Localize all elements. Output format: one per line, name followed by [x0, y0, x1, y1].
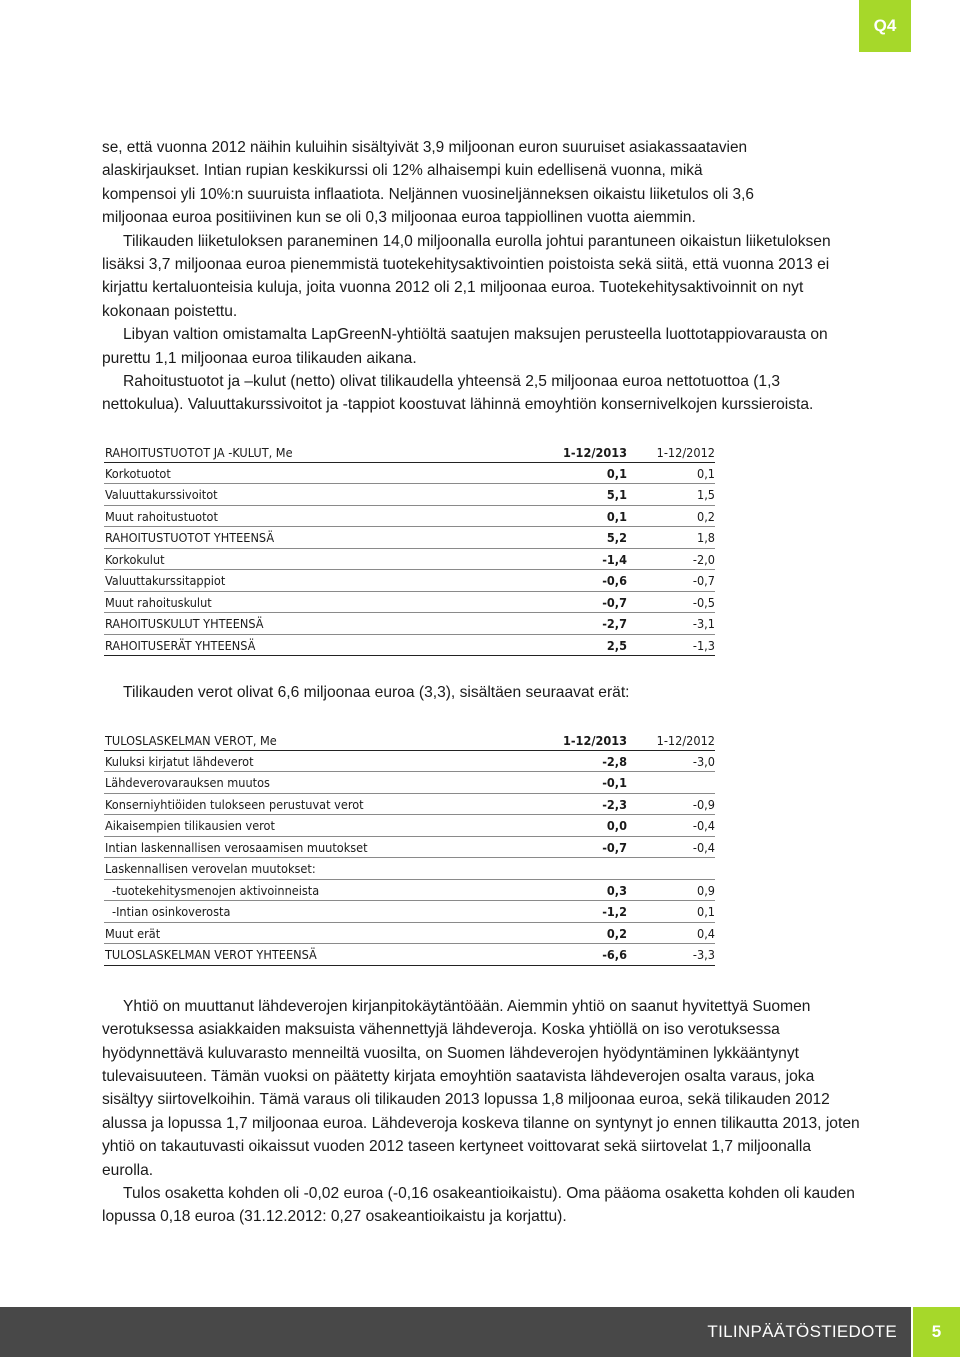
finance-table-row — [104, 570, 715, 592]
tax-table-row — [104, 879, 715, 901]
tax-col-2013: 1-12/2013 — [532, 731, 627, 751]
tax-table-row-label: TULOSLASKELMAN VEROT YHTEENSÄ — [104, 944, 532, 966]
tax-table-row — [104, 836, 715, 858]
tax-table-row — [104, 815, 715, 837]
finance-table-row-value-2013: 2,5 — [532, 634, 627, 656]
tax-col-2012: 1-12/2012 — [627, 731, 715, 751]
finance-table-row-label: RAHOITUSERÄT YHTEENSÄ — [104, 634, 532, 656]
finance-table-row-label: Valuuttakurssitappiot — [104, 570, 532, 592]
finance-table-row-label: RAHOITUSKULUT YHTEENSÄ — [104, 613, 532, 635]
tax-table-row — [104, 922, 715, 944]
finance-col-2013: 1-12/2013 — [532, 443, 627, 463]
finance-table-row-value-2012: 1,8 — [627, 527, 715, 549]
footer-page-number: 5 — [931, 1322, 942, 1341]
finance-table — [104, 443, 715, 657]
tax-table-row — [104, 793, 715, 815]
tax-table-row-value-2012: -3,0 — [627, 750, 715, 772]
intro-line-3: kompensoi yli 10%:n suuruista inflaatiota. Neljännen vuosineljänneksen oikaistu liiketulos oli 3,6 — [102, 185, 754, 203]
tax-table-row-value-2012: 0,4 — [627, 922, 715, 944]
finance-table-row-value-2012: -0,7 — [627, 570, 715, 592]
tax-table-row-label: -tuotekehitysmenojen aktivoinneista — [104, 879, 532, 901]
finance-table-row-value-2013: -1,4 — [532, 548, 627, 570]
tax-table-row-label: -Intian osinkoverosta — [104, 901, 532, 923]
quarter-badge-label: Q4 — [873, 16, 897, 35]
finance-table-row — [104, 484, 715, 506]
tax-table-row-value-2012: -0,4 — [627, 815, 715, 837]
tax-table-row-value-2013: 0,2 — [532, 922, 627, 944]
finance-table-row-value-2013: 5,2 — [532, 527, 627, 549]
tax-table-row-value-2013: -2,3 — [532, 793, 627, 815]
page-content — [102, 136, 862, 1229]
tax-table-row-value-2012: -0,9 — [627, 793, 715, 815]
finance-table-header — [104, 443, 715, 463]
finance-table-row-value-2013: -0,6 — [532, 570, 627, 592]
quarter-badge — [859, 0, 911, 52]
intro-paragraph-2: Tilikauden liiketuloksen paraneminen 14,0 miljoonalla eurolla johtui parantuneen oikaistun liiketuloksen lisäksi 3,7 miljoonaa euroa pienemmistä tuotekehitysaktivointien poistoista sekä siitä, että vuonna 2013 ei kirjattu kertaluonteisia kuluja, joita vuonna 2012 oli 2,1 miljoonaa euroa. Tuotekehitysaktivoinnit on nyt kokonaan poistettu. — [102, 232, 831, 320]
finance-table-row — [104, 548, 715, 570]
tax-table-row-value-2013 — [532, 858, 627, 880]
closing-section — [102, 995, 862, 1229]
tax-table-title: TULOSLASKELMAN VEROT, Me — [104, 731, 532, 751]
closing-paragraph-2: Tulos osaketta kohden oli -0,02 euroa (-0,16 osakeantioikaistu). Oma pääoma osaketta kohden oli kauden lopussa 0,18 euroa (31.12.2012: 0,27 osakeantioikaistu ja korjattu). — [102, 1185, 855, 1226]
tax-table-row-value-2013: -2,8 — [532, 750, 627, 772]
finance-table-row-label: Muut rahoitustuotot — [104, 505, 532, 527]
finance-table-section — [102, 443, 862, 657]
finance-table-row-value-2012: -3,1 — [627, 613, 715, 635]
tax-table-row-value-2013: -0,1 — [532, 772, 627, 794]
intro-paragraph-4: Rahoitustuotot ja –kulut (netto) olivat tilikaudella yhteensä 2,5 miljoonaa euroa nettotuottoa (1,3 nettokulua). Valuuttakurssivoitot ja -tappiot koostuvat lähinnä emoyhtiön konsernivelkojen kurssieroista. — [102, 373, 814, 414]
intro-line-1: se, että vuonna 2012 näihin kuluihin sisältyivät 3,9 miljoonan euron suuruiset asiakassaatavien — [102, 139, 748, 156]
finance-table-row-label: RAHOITUSTUOTOT YHTEENSÄ — [104, 527, 532, 549]
tax-table-row-value-2012: -3,3 — [627, 944, 715, 966]
tax-table-row-value-2013: 0,3 — [532, 879, 627, 901]
tax-table-row-value-2013: -1,2 — [532, 901, 627, 923]
tax-table-row — [104, 901, 715, 923]
intro-paragraph-1 — [102, 136, 862, 230]
finance-table-row — [104, 505, 715, 527]
tax-table-row-label: Aikaisempien tilikausien verot — [104, 815, 532, 837]
tax-table-row — [104, 858, 715, 880]
finance-table-row-value-2012: -2,0 — [627, 548, 715, 570]
finance-table-row-label: Korkotuotot — [104, 462, 532, 484]
finance-table-row — [104, 462, 715, 484]
tax-table-row-label: Konserniyhtiöiden tulokseen perustuvat verot — [104, 793, 532, 815]
closing-paragraph-1: Yhtiö on muuttanut lähdeverojen kirjanpitokäytäntöään. Aiemmin yhtiö on saanut hyvitettyä Suomen verotuksessa asiakkaiden maksuista vähennettyjä lähdeveroja. Koska yhtiöllä on iso verotuksessa hyödynnettävä kuluvarasto menneiltä vuosilta, on Suomen lähdeverojen hyödyntäminen lykkääntynyt tulevaisuuteen. Tämän vuoksi on päätetty kirjata emoyhtiön saatavista lähdeverojen osalta varaus, joka sisältyy siirtovelkoihin. Tämä varaus oli tilikauden 2013 lopussa 1,8 miljoonaa euroa, sekä tilikauden 2012 alussa ja lopussa 1,7 miljoonaa euroa. Lähdeveroja koskeva tilanne on syntynyt jo ennen tilikautta 2013, joten yhtiö on takautuvasti oikaissut vuoden 2012 taseen kertyneet voittovarat sekä siirtovelat 1,7 miljoonalla eurolla. — [102, 997, 860, 1179]
tax-table-row — [104, 944, 715, 966]
tax-table-row-value-2013: -0,7 — [532, 836, 627, 858]
footer-section-title: TILINPÄÄTÖSTIEDOTE — [707, 1322, 897, 1341]
finance-table-row-value-2012: -0,5 — [627, 591, 715, 613]
tax-intro: Tilikauden verot olivat 6,6 miljoonaa euroa (3,3), sisältäen seuraavat erät: — [123, 684, 630, 702]
tax-table-row — [104, 772, 715, 794]
finance-table-row-value-2012: 0,2 — [627, 505, 715, 527]
finance-table-row-value-2013: -0,7 — [532, 591, 627, 613]
tax-table-row-label: Laskennallisen verovelan muutokset: — [104, 858, 532, 880]
intro-line-4: miljoonaa euroa positiivinen kun se oli 0,3 miljoonaa euroa tappiollinen vuotta aiemmin. — [102, 209, 696, 227]
finance-table-row-value-2013: -2,7 — [532, 613, 627, 635]
finance-table-row-label: Valuuttakurssivoitot — [104, 484, 532, 506]
tax-table-row-value-2012: 0,9 — [627, 879, 715, 901]
finance-col-2012: 1-12/2012 — [627, 443, 715, 463]
tax-table-row-value-2012: -0,4 — [627, 836, 715, 858]
finance-table-row-value-2012: 1,5 — [627, 484, 715, 506]
tax-table-row-value-2012 — [627, 772, 715, 794]
tax-table — [104, 731, 715, 966]
finance-table-row — [104, 527, 715, 549]
tax-table-row-value-2012 — [627, 858, 715, 880]
finance-table-row — [104, 591, 715, 613]
footer-bar — [0, 1307, 911, 1357]
tax-table-row-label: Lähdeverovarauksen muutos — [104, 772, 532, 794]
intro-paragraph-3: Libyan valtion omistamalta LapGreenN-yhtiöltä saatujen maksujen perusteella luottotappiovarausta on purettu 1,1 miljoonaa euroa tilikauden aikana. — [102, 326, 828, 367]
footer-page-number-box — [913, 1307, 960, 1357]
tax-table-row-label: Intian laskennallisen verosaamisen muutokset — [104, 836, 532, 858]
finance-table-row-value-2013: 5,1 — [532, 484, 627, 506]
finance-table-row-label: Muut rahoituskulut — [104, 591, 532, 613]
finance-table-row — [104, 613, 715, 635]
tax-table-row — [104, 750, 715, 772]
finance-table-row — [104, 634, 715, 656]
finance-table-row-value-2012: -1,3 — [627, 634, 715, 656]
finance-table-title: RAHOITUSTUOTOT JA -KULUT, Me — [104, 443, 532, 463]
finance-table-row-value-2012: 0,1 — [627, 462, 715, 484]
tax-table-row-label: Muut erät — [104, 922, 532, 944]
finance-table-row-label: Korkokulut — [104, 548, 532, 570]
page-footer — [0, 1307, 960, 1357]
intro-line-2: alaskirjaukset. Intian rupian keskikurssi oli 12% alhaisempi kuin edellisenä vuonna, mikä — [102, 162, 703, 180]
tax-table-row-value-2012: 0,1 — [627, 901, 715, 923]
finance-table-row-value-2013: 0,1 — [532, 505, 627, 527]
tax-table-section — [102, 731, 862, 966]
finance-table-row-value-2013: 0,1 — [532, 462, 627, 484]
tax-table-row-value-2013: -6,6 — [532, 944, 627, 966]
tax-table-header — [104, 731, 715, 751]
tax-table-row-value-2013: 0,0 — [532, 815, 627, 837]
tax-table-row-label: Kuluksi kirjatut lähdeverot — [104, 750, 532, 772]
